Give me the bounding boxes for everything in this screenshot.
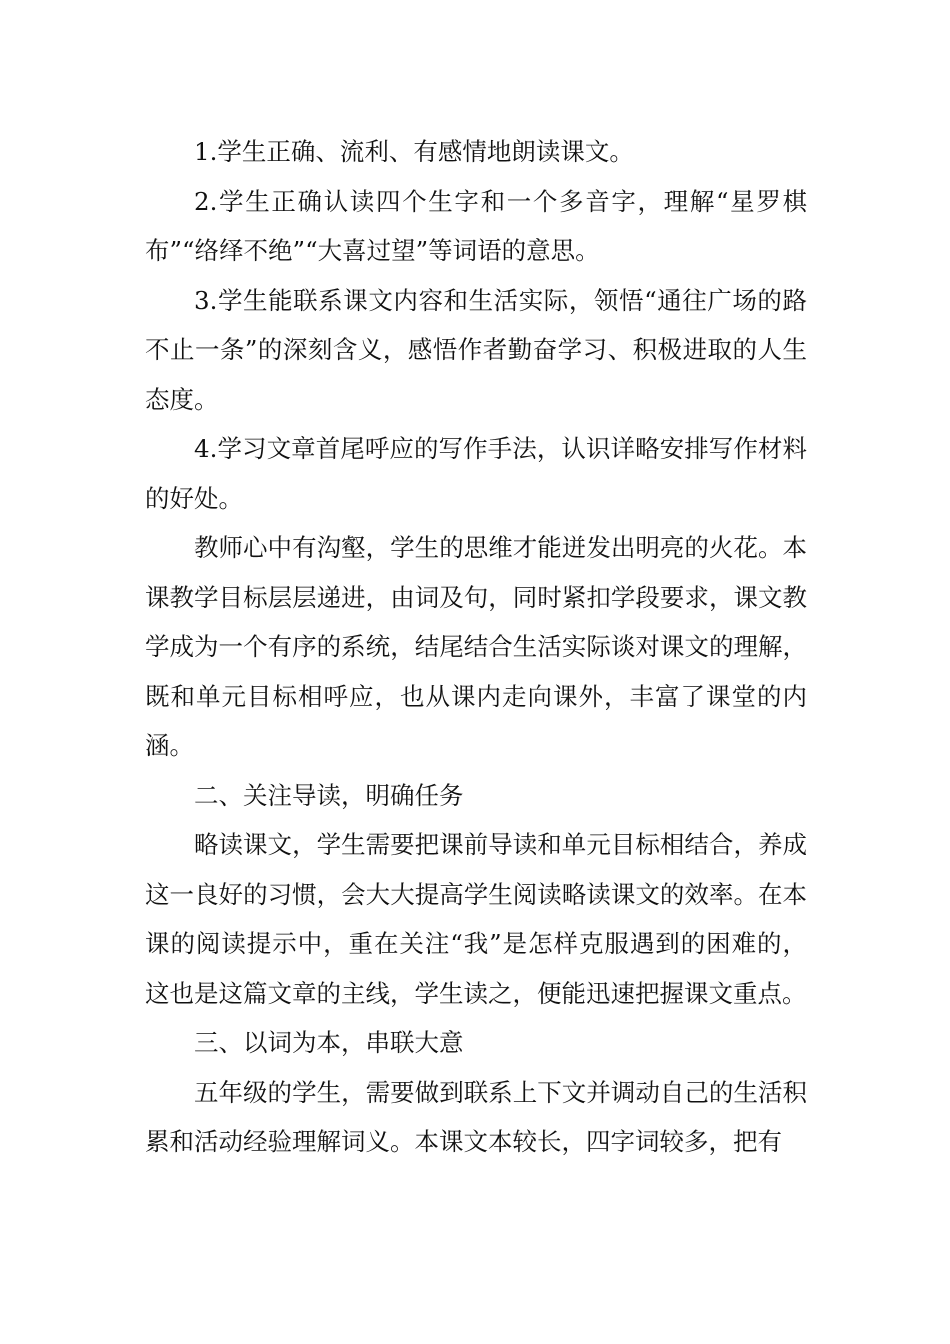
objective-4: 4.学习文章首尾呼应的写作手法，认识详略安排写作材料的好处。 <box>145 434 807 513</box>
section-3-paragraph: 五年级的学生，需要做到联系上下文并调动自己的生活积累和活动经验理解词义。本课文本较长，四字词较多，把有 <box>145 1077 807 1156</box>
document-body <box>145 127 807 1167</box>
objective-2: 2.学生正确认读四个生字和一个多音字，理解“星罗棋布”“络绎不绝”“大喜过望”等词语的意思。 <box>145 186 807 265</box>
objective-3: 3.学生能联系课文内容和生活实际，领悟“通往广场的路不止一条”的深刻含义，感悟作者勤奋学习、积极进取的人生态度。 <box>145 285 807 414</box>
commentary-paragraph: 教师心中有沟壑，学生的思维才能迸发出明亮的火花。本课教学目标层层递进，由词及句，同时紧扣学段要求，课文教学成为一个有序的系统，结尾结合生活实际谈对课文的理解，既和单元目标相呼应，也从课内走向课外，丰富了课堂的内涵。 <box>145 533 807 760</box>
section-heading-2: 二、关注导读，明确任务 <box>194 780 464 810</box>
section-heading-3: 三、以词为本，串联大意 <box>194 1028 464 1057</box>
objective-1: 1.学生正确、流利、有感情地朗读课文。 <box>194 137 634 166</box>
section-2-paragraph: 略读课文，学生需要把课前导读和单元目标相结合，养成这一良好的习惯，会大大提高学生阅读略读课文的效率。在本课的阅读提示中，重在关注“我”是怎样克服遇到的困难的，这也是这篇文章的主线，学生读之，便能迅速把握课文重点。 <box>145 830 807 1008</box>
